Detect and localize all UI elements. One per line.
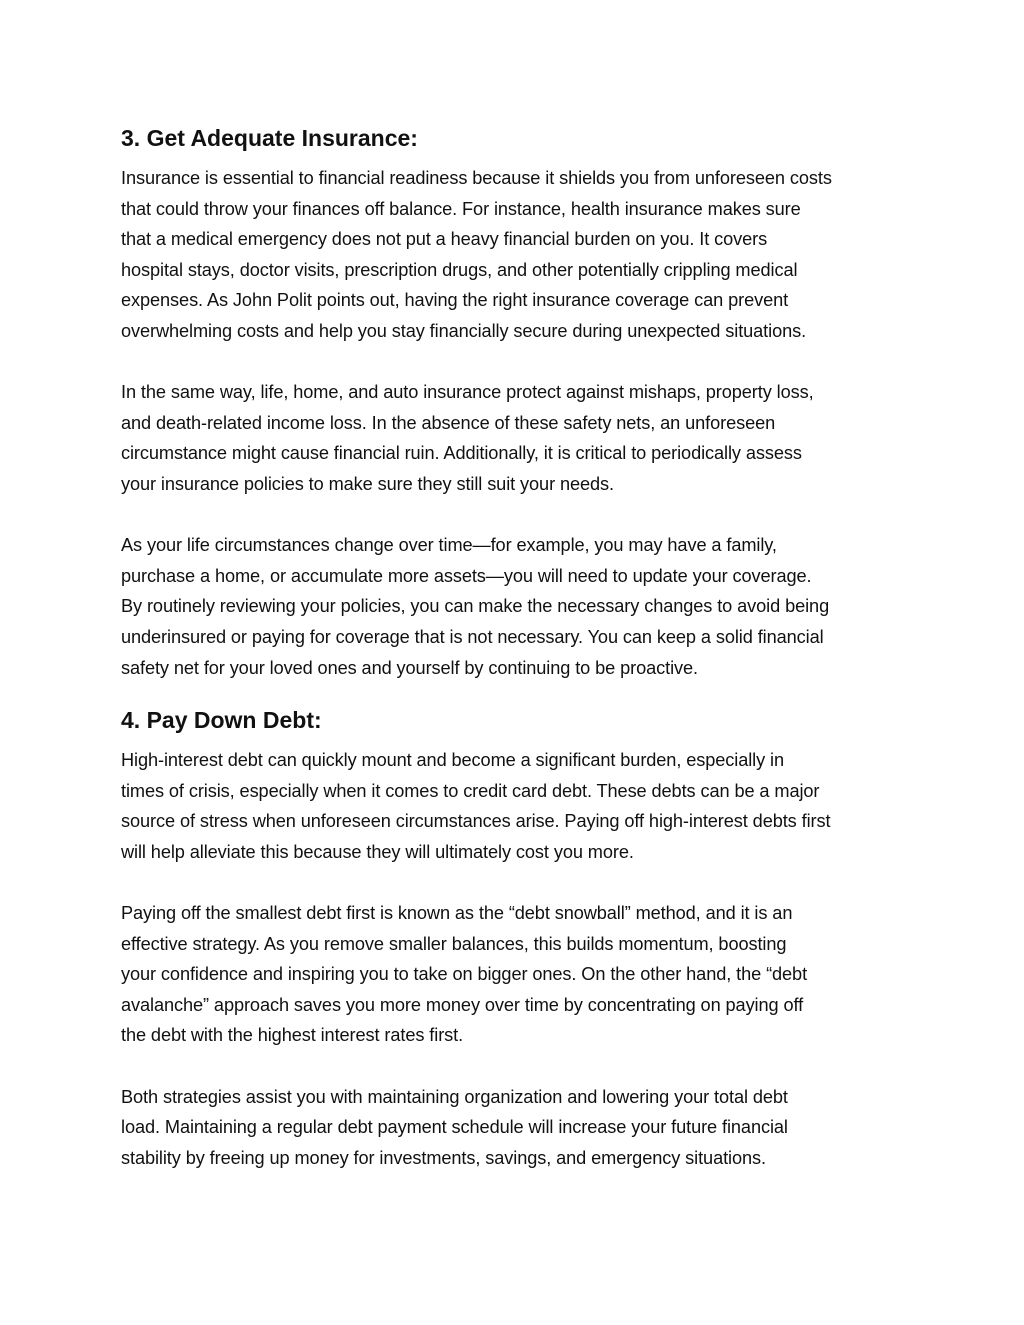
text-line: load. Maintaining a regular debt payment schedule will increase your future financial <box>121 1117 788 1138</box>
text-line: will help alleviate this because they will ultimately cost you more. <box>121 841 634 862</box>
paragraph-spacer <box>121 347 911 378</box>
text-line: underinsured or paying for coverage that is not necessary. You can keep a solid financial <box>121 626 824 647</box>
document-page <box>121 118 911 1173</box>
paragraph <box>121 745 911 867</box>
text-line: times of crisis, especially when it comes to credit card debt. These debts can be a major <box>121 780 820 801</box>
text-line: Both strategies assist you with maintaining organization and lowering your total debt <box>121 1086 788 1107</box>
text-line: Insurance is essential to financial readiness because it shields you from unforeseen costs <box>121 168 832 188</box>
text-line: avalanche” approach saves you more money over time by concentrating on paying off <box>121 994 804 1015</box>
text-line: stability by freeing up money for investments, savings, and emergency situations. <box>121 1147 766 1168</box>
text-line: safety net for your loved ones and yourself by continuing to be proactive. <box>121 657 698 678</box>
text-line: that could throw your finances off balance. For instance, health insurance makes sure <box>121 198 801 219</box>
text-line: Paying off the smallest debt first is known as the “debt snowball” method, and it is an <box>121 903 793 924</box>
paragraph <box>121 898 911 1051</box>
paragraph <box>121 163 911 347</box>
section-insurance <box>121 118 911 683</box>
text-line: the debt with the highest interest rates first. <box>121 1025 464 1046</box>
text-line: overwhelming costs and help you stay financially secure during unexpected situations. <box>121 320 807 341</box>
paragraph <box>121 1082 911 1174</box>
paragraph <box>121 377 911 499</box>
paragraph <box>121 530 911 683</box>
section-debt <box>121 700 911 1173</box>
text-line: In the same way, life, home, and auto insurance protect against mishaps, property loss, <box>121 382 814 403</box>
section-heading: 4. Pay Down Debt: <box>121 707 322 734</box>
section-heading: 3. Get Adequate Insurance: <box>121 125 418 151</box>
text-line: purchase a home, or accumulate more assets—you will need to update your coverage. <box>121 565 812 586</box>
text-line: and death-related income loss. In the absence of these safety nets, an unforeseen <box>121 412 776 433</box>
paragraph-spacer <box>121 500 911 531</box>
text-line: High-interest debt can quickly mount and become a significant burden, especially in <box>121 750 784 771</box>
text-line: your confidence and inspiring you to take on bigger ones. On the other hand, the “debt <box>121 964 808 985</box>
text-line: effective strategy. As you remove smaller balances, this builds momentum, boosting <box>121 933 787 954</box>
text-line: expenses. As John Polit points out, having the right insurance coverage can prevent <box>121 290 789 311</box>
text-line: As your life circumstances change over time—for example, you may have a family, <box>121 535 777 556</box>
text-line: source of stress when unforeseen circumstances arise. Paying off high-interest debts first <box>121 811 831 832</box>
text-line: By routinely reviewing your policies, you can make the necessary changes to avoid being <box>121 596 830 617</box>
paragraph-spacer <box>121 1051 911 1082</box>
text-line: that a medical emergency does not put a heavy financial burden on you. It covers <box>121 229 768 250</box>
text-line: your insurance policies to make sure they still suit your needs. <box>121 473 614 494</box>
section-spacer <box>121 683 911 700</box>
text-line: hospital stays, doctor visits, prescription drugs, and other potentially crippling medical <box>121 259 798 280</box>
paragraph-spacer <box>121 867 911 898</box>
text-line: circumstance might cause financial ruin. Additionally, it is critical to periodically assess <box>121 443 802 464</box>
